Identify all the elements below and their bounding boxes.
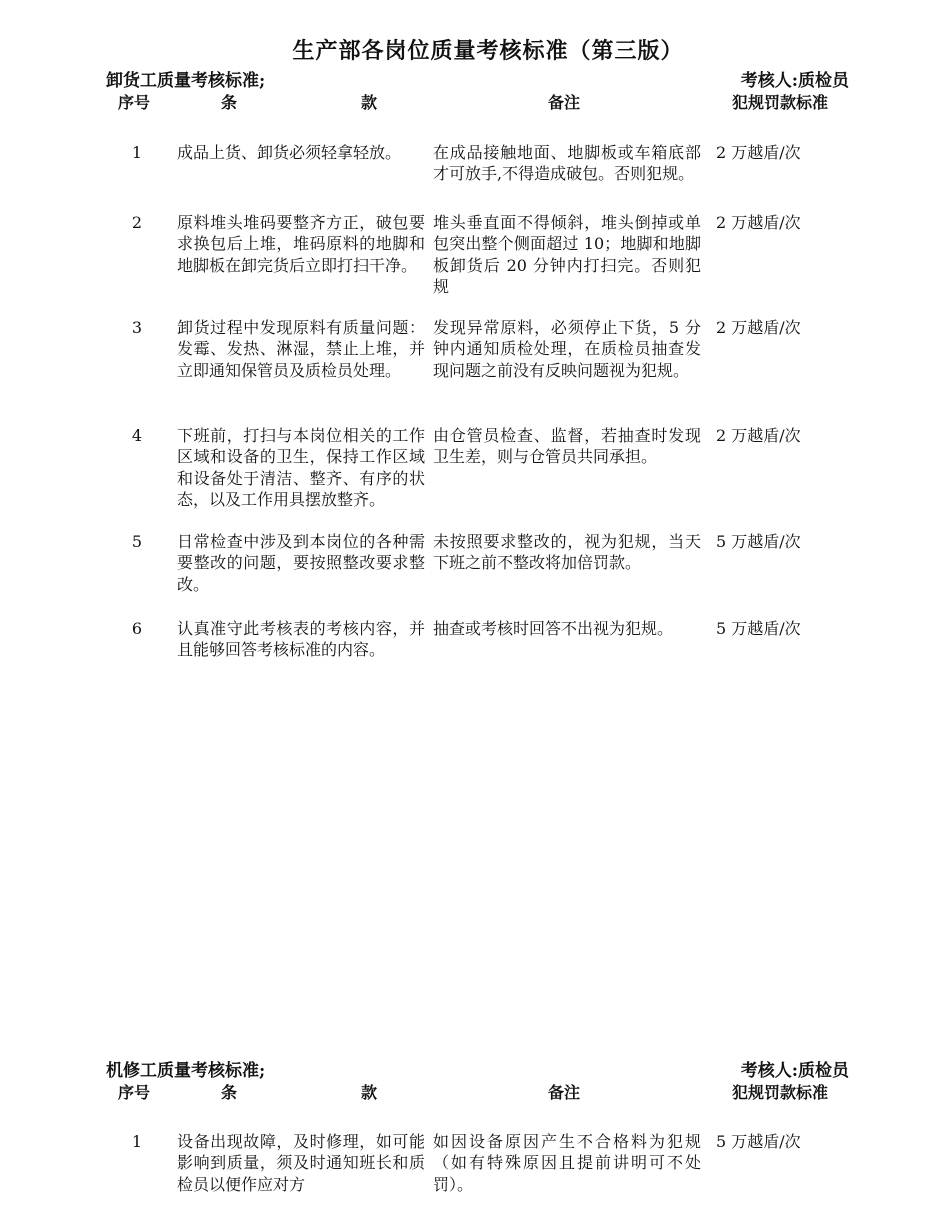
row-fine: 2 万越盾/次 (716, 213, 801, 232)
section-title: 卸货工质量考核标准; (106, 71, 266, 91)
row-note: 在成品接触地面、地脚板或车箱底部才可放手,不得造成破包。否则犯规。 (433, 143, 701, 184)
row-fine: 2 万越盾/次 (716, 318, 801, 337)
row-note: 如因设备原因产生不合格料为犯规（如有特殊原因且提前讲明可不处罚）。 (433, 1132, 701, 1194)
header-no: 序号 (118, 93, 151, 112)
row-fine: 2 万越盾/次 (716, 143, 801, 162)
header-item-part2: 款 (361, 1083, 378, 1102)
row-fine: 5 万越盾/次 (716, 532, 801, 551)
row-item: 设备出现故障，及时修理，如可能影响到质量，须及时通知班长和质检员以便作应对方 (177, 1132, 425, 1194)
row-fine: 5 万越盾/次 (716, 1132, 801, 1151)
section-title: 机修工质量考核标准; (106, 1061, 266, 1081)
header-item-part1: 条 (221, 93, 238, 112)
row-note: 未按照要求整改的，视为犯规，当天下班之前不整改将加倍罚款。 (433, 532, 701, 573)
row-note: 由仓管员检查、监督，若抽查时发现卫生差，则与仓管员共同承担。 (433, 426, 701, 467)
row-no: 4 (131, 426, 143, 445)
row-fine: 2 万越盾/次 (716, 426, 801, 445)
row-no: 6 (131, 619, 143, 638)
assessor-label: 考核人:质检员 (740, 71, 849, 91)
row-item: 成品上货、卸货必须轻拿轻放。 (177, 143, 402, 162)
row-item: 日常检查中涉及到本岗位的各种需要整改的问题，要按照整改要求整改。 (177, 532, 425, 594)
row-note: 堆头垂直面不得倾斜，堆头倒掉或单包突出整个侧面超过 10；地脚和地脚板卸货后 20 分钟内打扫完。否则犯规 (433, 213, 701, 297)
row-fine: 5 万越盾/次 (716, 619, 801, 638)
row-item: 认真准守此考核表的考核内容，并且能够回答考核标准的内容。 (177, 619, 425, 660)
document-title: 生产部各岗位质量考核标准（第三版） (292, 38, 684, 64)
header-item-part1: 条 (221, 1083, 238, 1102)
header-note: 备注 (548, 93, 581, 112)
row-no: 5 (131, 532, 143, 551)
header-no: 序号 (118, 1083, 151, 1102)
assessor-label: 考核人:质检员 (740, 1061, 849, 1081)
header-fine: 犯规罚款标准 (732, 1083, 829, 1102)
row-no: 1 (131, 143, 143, 162)
header-item-part2: 款 (361, 93, 378, 112)
header-note: 备注 (548, 1083, 581, 1102)
row-note: 发现异常原料，必须停止下货，5 分钟内通知质检处理，在质检员抽查发现问题之前没有反映问题视为犯规。 (433, 318, 701, 380)
row-no: 1 (131, 1132, 143, 1151)
row-item: 原料堆头堆码要整齐方正，破包要求换包后上堆，堆码原料的地脚和地脚板在卸完货后立即打扫干净。 (177, 213, 425, 275)
row-item: 下班前，打扫与本岗位相关的工作区域和设备的卫生，保持工作区域和设备处于清洁、整齐、有序的状态，以及工作用具摆放整齐。 (177, 426, 425, 510)
row-no: 2 (131, 213, 143, 232)
header-fine: 犯规罚款标准 (732, 93, 829, 112)
row-note: 抽查或考核时回答不出视为犯规。 (433, 619, 674, 638)
row-no: 3 (131, 318, 143, 337)
row-item: 卸货过程中发现原料有质量问题：发霉、发热、淋湿，禁止上堆，并立即通知保管员及质检员处理。 (177, 318, 425, 380)
